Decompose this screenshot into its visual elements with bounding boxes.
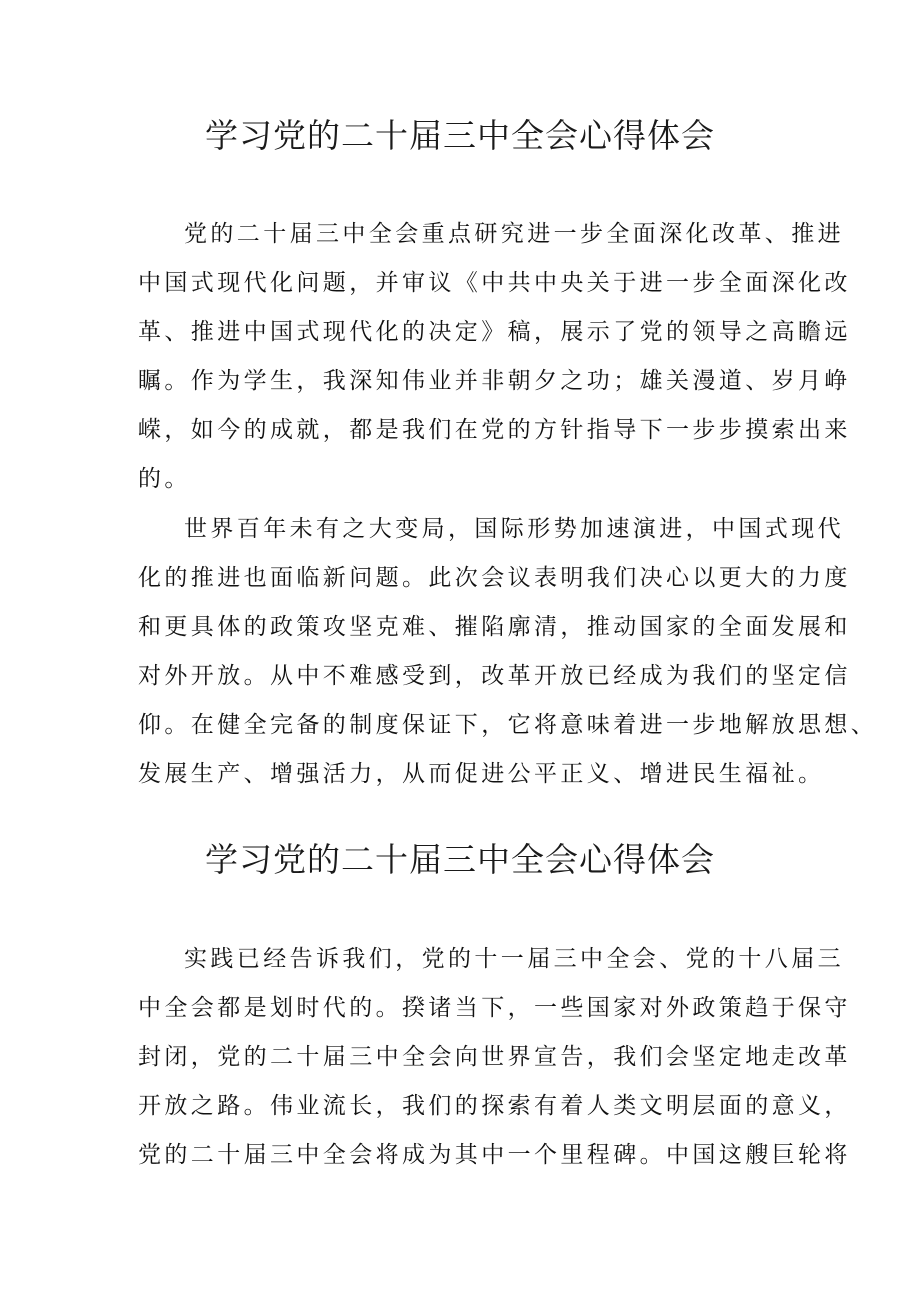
text-line: 的。 — [138, 466, 191, 492]
text-line: 中全会都是划时代的。揆诸当下，一些国家对外政策趋于保守 — [138, 995, 851, 1021]
text-line: 对外开放。从中不难感受到，改革开放已经成为我们的坚定信 — [138, 663, 851, 689]
document-title: 学习党的二十届三中全会心得体会 — [205, 840, 715, 879]
text-line: 瞩。作为学生，我深知伟业并非朝夕之功；雄关漫道、岁月峥 — [138, 368, 851, 394]
paragraph — [138, 505, 878, 799]
text-line: 世界百年未有之大变局，国际形势加速演进，中国式现代 — [184, 516, 844, 542]
text-line: 党的二十届三中全会将成为其中一个里程碑。中国这艘巨轮将 — [138, 1142, 851, 1168]
text-line: 开放之路。伟业流长，我们的探索有着人类文明层面的意义， — [138, 1093, 851, 1119]
text-line: 仰。在健全完备的制度保证下，它将意味着进一步地解放思想、 — [138, 712, 878, 738]
text-line: 封闭，党的二十届三中全会向世界宣告，我们会坚定地走改革 — [138, 1044, 851, 1070]
text-line: 发展生产、增强活力，从而促进公平正义、增进民生福祉。 — [138, 761, 825, 787]
text-line: 化的推进也面临新问题。此次会议表明我们决心以更大的力度 — [138, 565, 851, 591]
text-line: 嵘，如今的成就，都是我们在党的方针指导下一步步摸索出来 — [138, 417, 851, 443]
text-line: 实践已经告诉我们，党的十一届三中全会、党的十八届三 — [184, 946, 844, 972]
text-line: 革、推进中国式现代化的决定》稿，展示了党的领导之高瞻远 — [138, 319, 851, 345]
text-line: 党的二十届三中全会重点研究进一步全面深化改革、推进 — [184, 221, 844, 247]
text-line: 和更具体的政策攻坚克难、摧陷廓清，推动国家的全面发展和 — [138, 614, 851, 640]
paragraph — [138, 935, 851, 1180]
paragraph — [138, 210, 851, 504]
text-line: 中国式现代化问题，并审议《中共中央关于进一步全面深化改 — [138, 270, 851, 296]
document-title: 学习党的二十届三中全会心得体会 — [205, 116, 715, 155]
